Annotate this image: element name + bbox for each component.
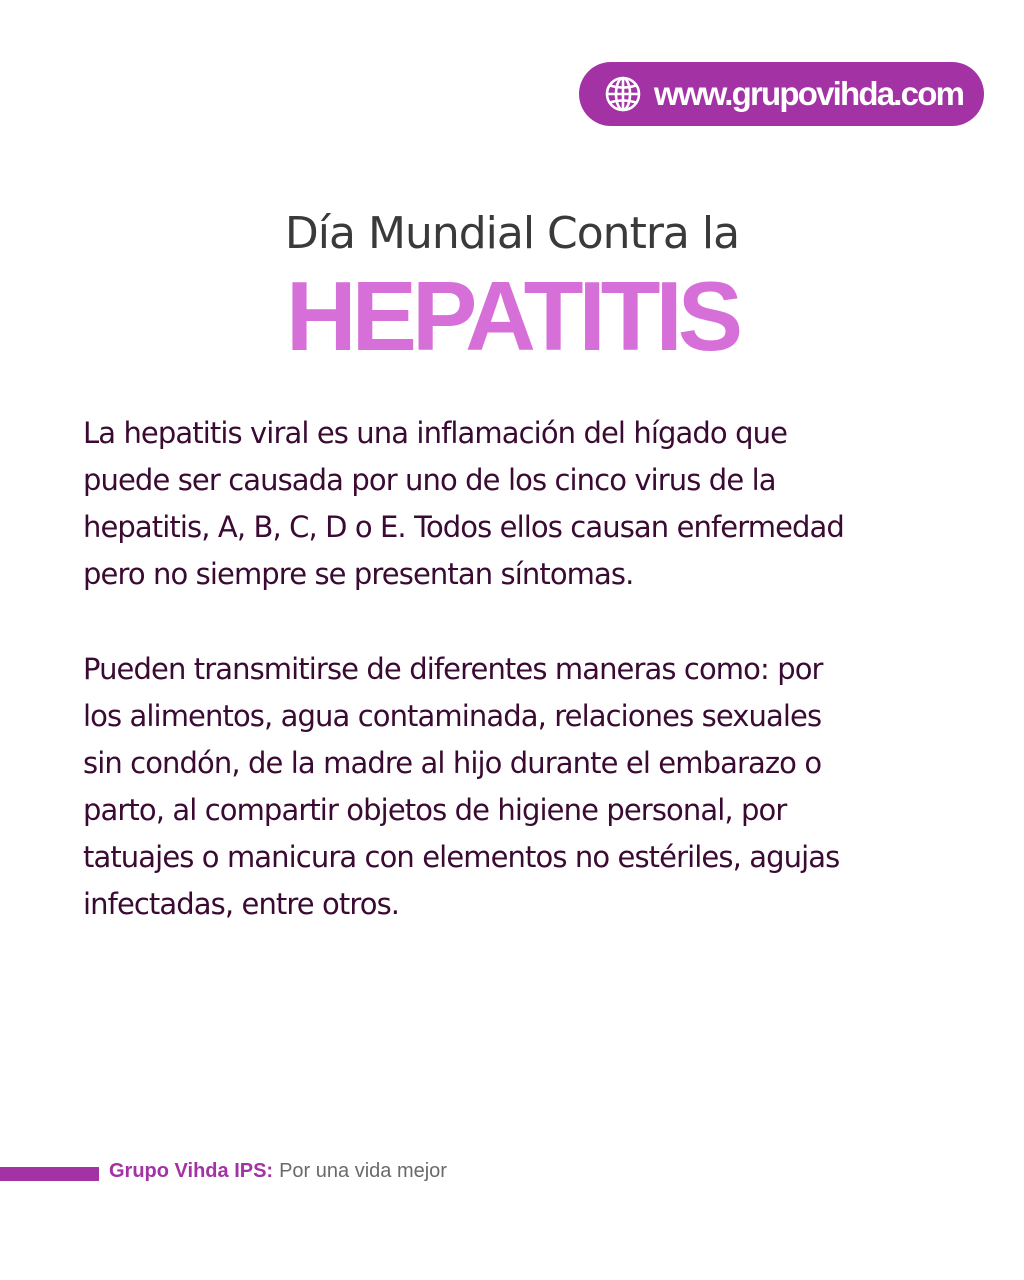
paragraph-transmission: Pueden transmitirse de diferentes maneras como: por los alimentos, agua contaminada, relaciones sexuales sin condón, de la madre al hijo durante el embarazo o parto, al compartir objetos de higiene personal, por tatuajes o manicura con elementos no estériles, agujas infectadas, entre otros.: [83, 652, 840, 921]
footer-accent-bar: [0, 1167, 99, 1181]
title-block: [0, 204, 1024, 371]
title-heading: HEPATITIS: [285, 261, 739, 371]
title-subheading: Día Mundial Contra la: [284, 208, 740, 259]
footer: [109, 1160, 447, 1183]
body-text: [83, 410, 963, 928]
footer-tagline: Por una vida mejor: [279, 1160, 447, 1182]
globe-icon: [604, 75, 642, 113]
website-url[interactable]: www.grupovihda.com: [653, 75, 964, 112]
website-pill[interactable]: [579, 62, 984, 126]
footer-brand: Grupo Vihda IPS:: [109, 1160, 274, 1182]
paragraph-definition: La hepatitis viral es una inflamación del hígado que puede ser causada por uno de los cinco virus de la hepatitis, A, B, C, D o E. Todos ellos causan enfermedad pero no siempre se presentan síntomas.: [83, 416, 844, 591]
